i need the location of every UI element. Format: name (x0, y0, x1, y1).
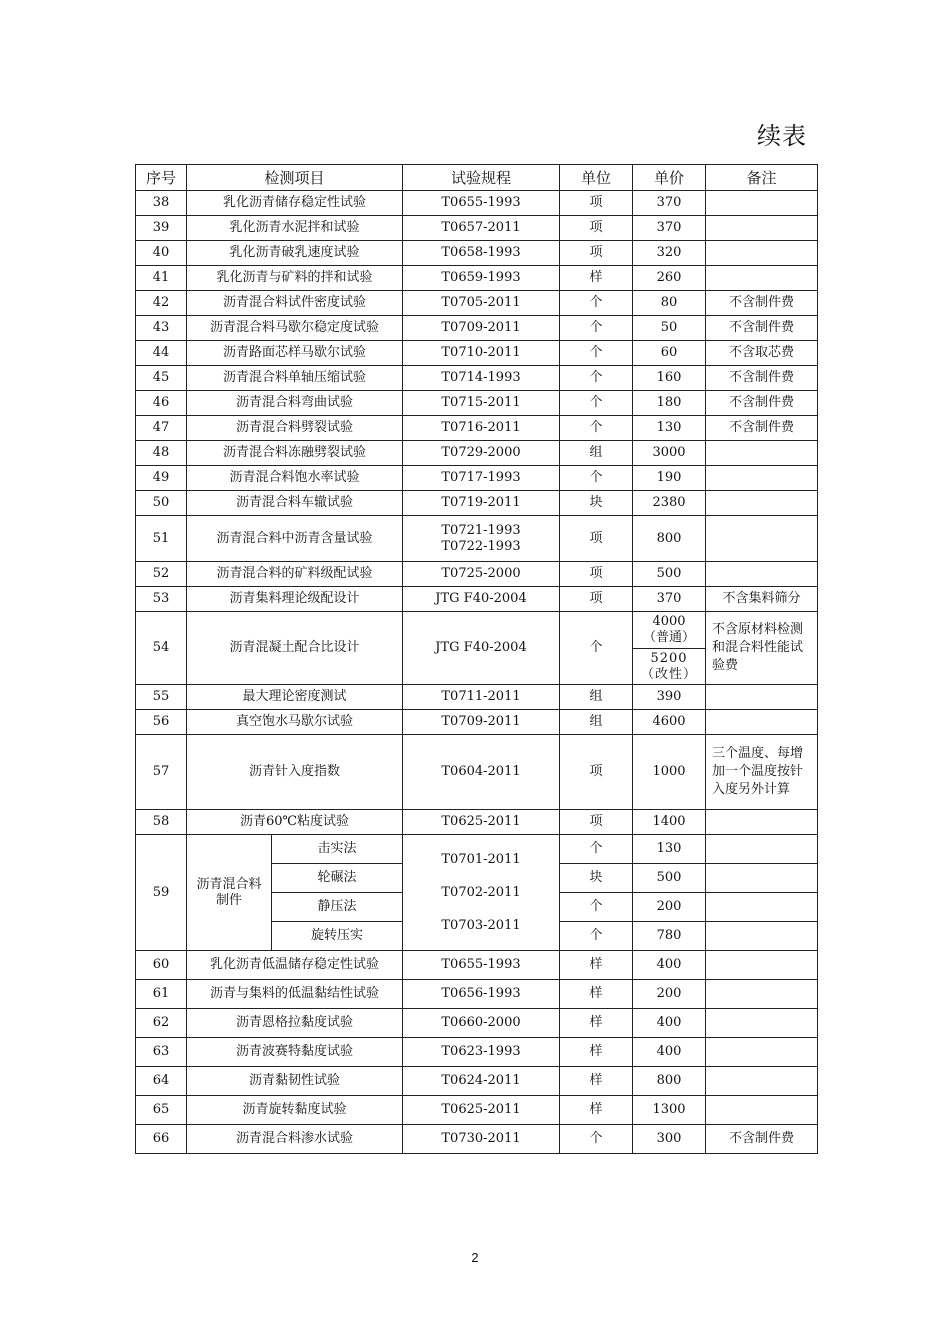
cell-item: 沥青与集料的低温黏结性试验 (187, 980, 403, 1009)
cell-unit: 样 (560, 1038, 633, 1067)
cell-no: 49 (136, 466, 187, 491)
price-label: （普通） (643, 629, 696, 645)
header-item: 检测项目 (187, 165, 403, 191)
cell-item: 沥青混合料弯曲试验 (187, 391, 403, 416)
cell-method: 轮碾法 (272, 864, 403, 893)
cell-no: 53 (136, 587, 187, 612)
cell-unit: 个 (560, 893, 633, 922)
table-row (136, 951, 818, 980)
cell-note (706, 266, 818, 291)
cell-price: 260 (633, 266, 706, 291)
cell-price (633, 612, 706, 685)
cell-no: 38 (136, 191, 187, 216)
cell-no: 48 (136, 441, 187, 466)
cell-no: 56 (136, 710, 187, 735)
cell-no: 57 (136, 735, 187, 810)
cell-spec: T0625-2011 (403, 810, 560, 835)
cell-spec: T0729-2000 (403, 441, 560, 466)
cell-no: 45 (136, 366, 187, 391)
cell-spec: JTG F40-2004 (403, 612, 560, 685)
cell-note: 不含制件费 (706, 366, 818, 391)
cell-spec: T0658-1993 (403, 241, 560, 266)
table-row (136, 735, 818, 810)
cell-spec: T0709-2011 (403, 710, 560, 735)
table-row (136, 685, 818, 710)
cell-note: 不含制件费 (706, 316, 818, 341)
header-unit: 单位 (560, 165, 633, 191)
cell-no: 66 (136, 1125, 187, 1154)
table-row (136, 216, 818, 241)
cell-price: 200 (633, 980, 706, 1009)
cell-price: 1400 (633, 810, 706, 835)
table-row (136, 291, 818, 316)
cell-item: 沥青混凝土配合比设计 (187, 612, 403, 685)
cell-unit: 个 (560, 366, 633, 391)
table-row (136, 341, 818, 366)
table-row (136, 441, 818, 466)
cell-price: 800 (633, 516, 706, 562)
cell-no: 41 (136, 266, 187, 291)
cell-spec: T0716-2011 (403, 416, 560, 441)
cell-price: 190 (633, 466, 706, 491)
page-title: 续表 (757, 122, 807, 150)
cell-price: 130 (633, 835, 706, 864)
header-no: 序号 (136, 165, 187, 191)
cell-spec (403, 835, 560, 951)
cell-note: 不含取芯费 (706, 341, 818, 366)
price-value: 4000 (652, 613, 686, 629)
cell-spec: T0710-2011 (403, 341, 560, 366)
cell-price: 500 (633, 864, 706, 893)
cell-item: 沥青集料理论级配设计 (187, 587, 403, 612)
spec-line: T0703-2011 (441, 918, 521, 933)
cell-item: 沥青波赛特黏度试验 (187, 1038, 403, 1067)
table-row (136, 191, 818, 216)
table-row (136, 366, 818, 391)
cell-no: 50 (136, 491, 187, 516)
cell-price: 400 (633, 951, 706, 980)
cell-unit: 个 (560, 341, 633, 366)
cell-unit: 样 (560, 1096, 633, 1125)
cell-item: 乳化沥青破乳速度试验 (187, 241, 403, 266)
cell-item: 沥青混合料中沥青含量试验 (187, 516, 403, 562)
cell-unit: 块 (560, 491, 633, 516)
cell-note: 不含集料筛分 (706, 587, 818, 612)
cell-no: 46 (136, 391, 187, 416)
cell-spec: T0659-1993 (403, 266, 560, 291)
cell-price: 180 (633, 391, 706, 416)
price-normal (633, 614, 705, 649)
cell-no: 42 (136, 291, 187, 316)
cell-unit: 个 (560, 612, 633, 685)
cell-note (706, 562, 818, 587)
cell-note (706, 441, 818, 466)
cell-item: 沥青60℃粘度试验 (187, 810, 403, 835)
cell-spec: T0655-1993 (403, 951, 560, 980)
cell-spec: T0714-1993 (403, 366, 560, 391)
cell-spec: T0717-1993 (403, 466, 560, 491)
cell-item: 沥青混合料渗水试验 (187, 1125, 403, 1154)
cell-no: 40 (136, 241, 187, 266)
table-row (136, 241, 818, 266)
cell-no: 55 (136, 685, 187, 710)
spec-line: T0702-2011 (441, 885, 521, 900)
cell-price: 400 (633, 1038, 706, 1067)
cell-unit: 个 (560, 416, 633, 441)
cell-unit: 样 (560, 266, 633, 291)
spec-line: T0701-2011 (441, 852, 521, 867)
cell-no: 59 (136, 835, 187, 951)
table-row (136, 980, 818, 1009)
table-header-row (136, 165, 818, 191)
cell-method: 旋转压实 (272, 922, 403, 951)
table-row (136, 416, 818, 441)
table-row (136, 391, 818, 416)
cell-note (706, 980, 818, 1009)
cell-spec: T0705-2011 (403, 291, 560, 316)
cell-note: 不含制件费 (706, 391, 818, 416)
cell-no: 47 (136, 416, 187, 441)
cell-spec: T0730-2011 (403, 1125, 560, 1154)
cell-spec: T0655-1993 (403, 191, 560, 216)
cell-price: 370 (633, 587, 706, 612)
header-price: 单价 (633, 165, 706, 191)
cell-no: 52 (136, 562, 187, 587)
table-row (136, 562, 818, 587)
cell-item: 沥青路面芯样马歇尔试验 (187, 341, 403, 366)
cell-unit: 个 (560, 835, 633, 864)
cell-price: 60 (633, 341, 706, 366)
cell-price: 300 (633, 1125, 706, 1154)
header-spec: 试验规程 (403, 165, 560, 191)
cell-note (706, 864, 818, 893)
cell-item: 真空饱水马歇尔试验 (187, 710, 403, 735)
cell-price: 200 (633, 893, 706, 922)
cell-spec (403, 516, 560, 562)
price-value: 5200 (650, 650, 688, 666)
cell-unit: 个 (560, 1125, 633, 1154)
cell-unit: 组 (560, 710, 633, 735)
table-row (136, 1009, 818, 1038)
cell-spec: T0711-2011 (403, 685, 560, 710)
cell-unit: 个 (560, 291, 633, 316)
cell-unit: 组 (560, 685, 633, 710)
cell-note: 不含制件费 (706, 1125, 818, 1154)
cell-unit: 样 (560, 980, 633, 1009)
cell-spec: T0656-1993 (403, 980, 560, 1009)
cell-method: 击实法 (272, 835, 403, 864)
cell-no: 63 (136, 1038, 187, 1067)
cell-note (706, 1067, 818, 1096)
cell-spec: T0725-2000 (403, 562, 560, 587)
cell-note: 不含制件费 (706, 416, 818, 441)
cell-no: 51 (136, 516, 187, 562)
table-row (136, 612, 818, 685)
table-row (136, 1067, 818, 1096)
cell-price: 800 (633, 1067, 706, 1096)
cell-price: 1300 (633, 1096, 706, 1125)
table-row (136, 466, 818, 491)
cell-note (706, 1096, 818, 1125)
cell-spec: T0660-2000 (403, 1009, 560, 1038)
table-row (136, 1096, 818, 1125)
cell-spec: T0625-2011 (403, 1096, 560, 1125)
cell-note (706, 191, 818, 216)
cell-item: 沥青混合料的矿料级配试验 (187, 562, 403, 587)
spec-line: T0721-1993 (441, 522, 521, 538)
cell-item: 乳化沥青储存稳定性试验 (187, 191, 403, 216)
cell-item: 沥青旋转黏度试验 (187, 1096, 403, 1125)
cell-unit: 个 (560, 316, 633, 341)
cell-unit: 个 (560, 466, 633, 491)
table-row (136, 710, 818, 735)
cell-unit: 样 (560, 1009, 633, 1038)
cell-no: 54 (136, 612, 187, 685)
cell-note (706, 491, 818, 516)
cell-price: 2380 (633, 491, 706, 516)
cell-price: 320 (633, 241, 706, 266)
cell-price: 370 (633, 191, 706, 216)
page-number: 2 (471, 1250, 479, 1265)
cell-no: 61 (136, 980, 187, 1009)
cell-spec: T0604-2011 (403, 735, 560, 810)
cell-note (706, 241, 818, 266)
cell-no: 62 (136, 1009, 187, 1038)
cell-no: 39 (136, 216, 187, 241)
cell-unit: 项 (560, 241, 633, 266)
cell-item: 沥青混合料饱水率试验 (187, 466, 403, 491)
price-label: （改性） (641, 666, 698, 682)
cell-no: 64 (136, 1067, 187, 1096)
cell-spec: T0657-2011 (403, 216, 560, 241)
cell-no: 60 (136, 951, 187, 980)
cell-note (706, 710, 818, 735)
cell-unit: 项 (560, 216, 633, 241)
cell-item: 沥青混合料冻融劈裂试验 (187, 441, 403, 466)
cell-item: 沥青混合料单轴压缩试验 (187, 366, 403, 391)
header-note: 备注 (706, 165, 818, 191)
price-modified (633, 649, 705, 683)
cell-note (706, 516, 818, 562)
cell-item: 沥青针入度指数 (187, 735, 403, 810)
cell-note (706, 1038, 818, 1067)
cell-unit: 样 (560, 1067, 633, 1096)
cell-item: 沥青混合料试件密度试验 (187, 291, 403, 316)
table-row (136, 491, 818, 516)
cell-unit: 组 (560, 441, 633, 466)
cell-note: 不含原材料检测和混合料性能试验费 (706, 612, 818, 685)
cell-note (706, 1009, 818, 1038)
cell-note (706, 216, 818, 241)
cell-unit: 项 (560, 587, 633, 612)
cell-no: 44 (136, 341, 187, 366)
cell-price: 500 (633, 562, 706, 587)
cell-item: 沥青恩格拉黏度试验 (187, 1009, 403, 1038)
table-row (136, 1038, 818, 1067)
cell-price: 400 (633, 1009, 706, 1038)
table-row (136, 266, 818, 291)
cell-item: 乳化沥青与矿料的拌和试验 (187, 266, 403, 291)
cell-price: 160 (633, 366, 706, 391)
cell-unit: 项 (560, 516, 633, 562)
cell-spec: T0623-1993 (403, 1038, 560, 1067)
cell-price: 390 (633, 685, 706, 710)
cell-item: 沥青混合料车辙试验 (187, 491, 403, 516)
cell-note: 三个温度、每增加一个温度按针入度另外计算 (706, 735, 818, 810)
cell-spec: T0715-2011 (403, 391, 560, 416)
cell-no: 65 (136, 1096, 187, 1125)
cell-price: 80 (633, 291, 706, 316)
cell-note (706, 835, 818, 864)
cell-unit: 个 (560, 391, 633, 416)
cell-unit: 项 (560, 191, 633, 216)
cell-item: 沥青混合料制件 (187, 835, 272, 951)
cell-note (706, 685, 818, 710)
cell-note (706, 922, 818, 951)
table-row (136, 316, 818, 341)
cell-unit: 项 (560, 735, 633, 810)
table-row (136, 587, 818, 612)
cell-price: 370 (633, 216, 706, 241)
cell-note: 不含制件费 (706, 291, 818, 316)
cell-price: 130 (633, 416, 706, 441)
cell-spec: T0624-2011 (403, 1067, 560, 1096)
cell-item: 乳化沥青水泥拌和试验 (187, 216, 403, 241)
cell-item: 沥青黏韧性试验 (187, 1067, 403, 1096)
cell-spec: T0709-2011 (403, 316, 560, 341)
cell-note (706, 466, 818, 491)
cell-no: 58 (136, 810, 187, 835)
table-row (136, 1125, 818, 1154)
cell-no: 43 (136, 316, 187, 341)
cell-item: 沥青混合料劈裂试验 (187, 416, 403, 441)
cell-unit: 个 (560, 922, 633, 951)
cell-price: 1000 (633, 735, 706, 810)
table-row (136, 516, 818, 562)
cell-item: 最大理论密度测试 (187, 685, 403, 710)
spec-line: T0722-1993 (441, 538, 521, 554)
cell-spec: T0719-2011 (403, 491, 560, 516)
cell-unit: 样 (560, 951, 633, 980)
cell-price: 3000 (633, 441, 706, 466)
cell-note (706, 893, 818, 922)
cell-price: 50 (633, 316, 706, 341)
cell-spec: JTG F40-2004 (403, 587, 560, 612)
cell-unit: 项 (560, 562, 633, 587)
cell-unit: 项 (560, 810, 633, 835)
cell-price: 4600 (633, 710, 706, 735)
cell-item: 乳化沥青低温储存稳定性试验 (187, 951, 403, 980)
table-row (136, 835, 818, 864)
table-row (136, 810, 818, 835)
price-table (135, 164, 818, 1154)
cell-note (706, 951, 818, 980)
cell-method: 静压法 (272, 893, 403, 922)
cell-price: 780 (633, 922, 706, 951)
cell-note (706, 810, 818, 835)
cell-unit: 块 (560, 864, 633, 893)
cell-item: 沥青混合料马歇尔稳定度试验 (187, 316, 403, 341)
